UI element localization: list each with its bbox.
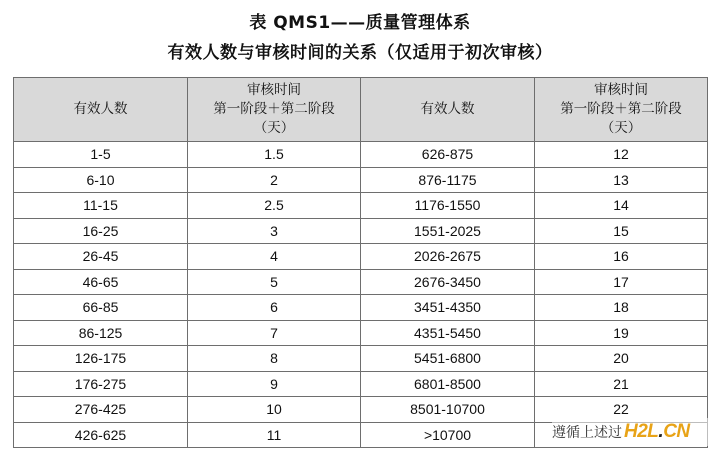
cell-people-range: 11-15 bbox=[14, 193, 188, 219]
header-effective-people-left bbox=[14, 78, 188, 142]
table-subtitle: 有效人数与审核时间的关系（仅适用于初次审核） bbox=[167, 43, 553, 63]
cell-audit-days: 12 bbox=[535, 142, 708, 168]
table-row bbox=[14, 269, 708, 295]
header-label-line2: 第一阶段＋第二阶段 bbox=[560, 101, 682, 117]
cell-audit-days: 18 bbox=[535, 295, 708, 321]
table-title: 表 QMS1——质量管理体系 bbox=[249, 13, 471, 33]
cell-audit-days: 14 bbox=[535, 193, 708, 219]
cell-audit-days: 13 bbox=[535, 167, 708, 193]
cell-people-range: 126-175 bbox=[14, 346, 188, 372]
cell-audit-days: 2 bbox=[188, 167, 361, 193]
cell-audit-days: 21 bbox=[535, 371, 708, 397]
cell-people-range: 6801-8500 bbox=[361, 371, 535, 397]
logo-part: CN bbox=[663, 421, 690, 442]
site-watermark bbox=[552, 418, 718, 446]
cell-people-range: 2676-3450 bbox=[361, 269, 535, 295]
table-header-row bbox=[14, 78, 708, 142]
cell-people-range: 26-45 bbox=[14, 244, 188, 270]
logo-part: H2L bbox=[624, 421, 659, 442]
cell-audit-days: 8 bbox=[188, 346, 361, 372]
cell-audit-days: 16 bbox=[535, 244, 708, 270]
header-audit-time-left bbox=[188, 78, 361, 142]
cell-audit-days: 9 bbox=[188, 371, 361, 397]
cell-audit-days: 15 bbox=[535, 218, 708, 244]
header-label-line1: 审核时间 bbox=[594, 82, 648, 98]
header-label: 有效人数 bbox=[420, 101, 475, 117]
table-row bbox=[14, 218, 708, 244]
cell-audit-days: 22 bbox=[535, 397, 708, 423]
cell-audit-days: 6 bbox=[188, 295, 361, 321]
table-row bbox=[14, 142, 708, 168]
cell-audit-days: 3 bbox=[188, 218, 361, 244]
cell-people-range: 16-25 bbox=[14, 218, 188, 244]
cell-people-range: 426-625 bbox=[14, 422, 188, 448]
header-label: 有效人数 bbox=[73, 101, 128, 117]
cell-people-range: 1-5 bbox=[14, 142, 188, 168]
cell-people-range: 176-275 bbox=[14, 371, 188, 397]
cell-people-range: 626-875 bbox=[361, 142, 535, 168]
cell-audit-days: 2.5 bbox=[188, 193, 361, 219]
cell-people-range: 1176-1550 bbox=[361, 193, 535, 219]
cell-people-range: 8501-10700 bbox=[361, 397, 535, 423]
cell-people-range: 1551-2025 bbox=[361, 218, 535, 244]
cell-people-range: 5451-6800 bbox=[361, 346, 535, 372]
header-label-line3: （天） bbox=[600, 120, 642, 136]
cell-people-range: 46-65 bbox=[14, 269, 188, 295]
table-row bbox=[14, 244, 708, 270]
cell-audit-days: 19 bbox=[535, 320, 708, 346]
header-label-line2: 第一阶段＋第二阶段 bbox=[213, 101, 335, 117]
watermark-text: 遵循上述过 bbox=[552, 425, 622, 441]
table-row bbox=[14, 371, 708, 397]
cell-audit-days: 10 bbox=[188, 397, 361, 423]
cell-people-range: 276-425 bbox=[14, 397, 188, 423]
cell-audit-days: 7 bbox=[188, 320, 361, 346]
table-row bbox=[14, 346, 708, 372]
cell-people-range: 4351-5450 bbox=[361, 320, 535, 346]
h2l-logo bbox=[624, 421, 690, 443]
cell-audit-days: 1.5 bbox=[188, 142, 361, 168]
header-label-line1: 审核时间 bbox=[247, 82, 301, 98]
cell-audit-days: 20 bbox=[535, 346, 708, 372]
cell-people-range: 3451-4350 bbox=[361, 295, 535, 321]
cell-audit-days: 4 bbox=[188, 244, 361, 270]
cell-people-range: 66-85 bbox=[14, 295, 188, 321]
header-effective-people-right bbox=[361, 78, 535, 142]
header-label-line3: （天） bbox=[253, 120, 295, 136]
table-row bbox=[14, 167, 708, 193]
header-audit-time-right bbox=[535, 78, 708, 142]
cell-people-range: 86-125 bbox=[14, 320, 188, 346]
cell-people-range: >10700 bbox=[361, 422, 535, 448]
logo-dot: . bbox=[658, 421, 664, 442]
cell-people-range: 6-10 bbox=[14, 167, 188, 193]
cell-audit-days: 17 bbox=[535, 269, 708, 295]
table-row bbox=[14, 320, 708, 346]
table-row bbox=[14, 193, 708, 219]
cell-people-range: 2026-2675 bbox=[361, 244, 535, 270]
table-row bbox=[14, 295, 708, 321]
cell-people-range: 876-1175 bbox=[361, 167, 535, 193]
cell-audit-days: 11 bbox=[188, 422, 361, 448]
audit-time-table bbox=[13, 77, 708, 448]
cell-audit-days: 5 bbox=[188, 269, 361, 295]
